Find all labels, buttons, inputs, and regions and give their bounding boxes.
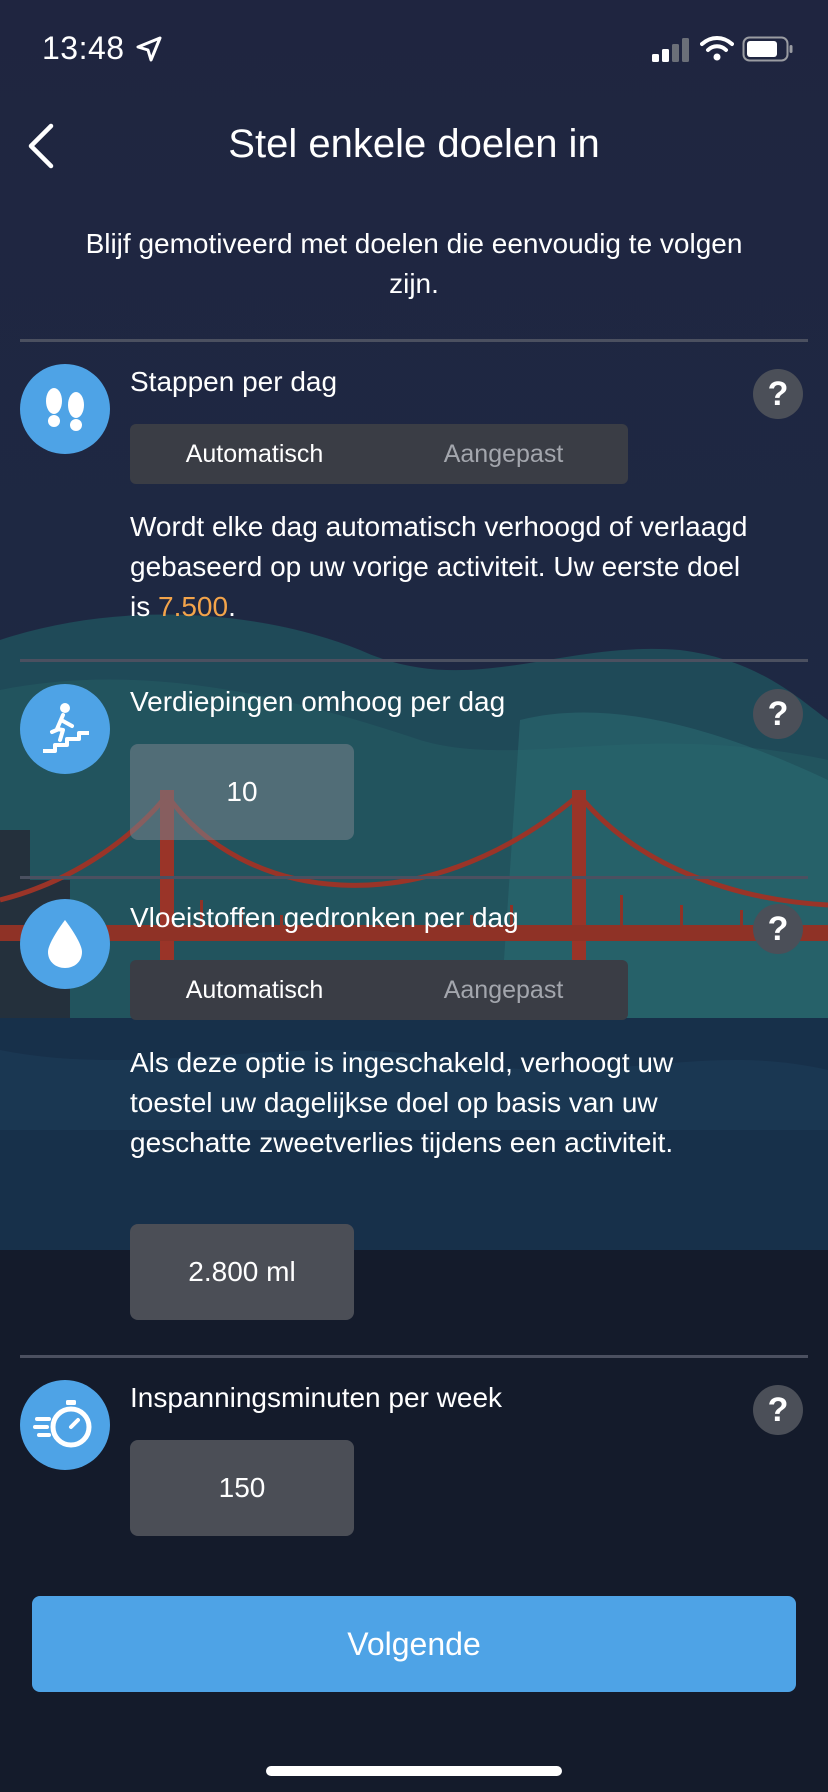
status-time: 13:48 — [42, 30, 125, 66]
wifi-icon — [700, 34, 734, 62]
question-icon: ? — [767, 374, 789, 413]
hydration-value-field[interactable]: 2.800 ml — [130, 1224, 354, 1320]
stopwatch-icon — [20, 1380, 110, 1470]
divider — [20, 339, 808, 342]
steps-help-button[interactable] — [753, 369, 803, 419]
water-drop-icon — [20, 899, 110, 989]
question-icon: ? — [767, 909, 789, 948]
page-subtitle: Blijf gemotiveerd met doelen die eenvoudig te volgen zijn. — [85, 228, 743, 299]
hydration-help-button[interactable] — [753, 904, 803, 954]
steps-description-text: Wordt elke dag automatisch verhoogd of verlaagd gebaseerd op uw vorige activiteit. Uw eerste doel is — [130, 511, 748, 622]
floors-value-field[interactable]: 10 — [130, 744, 354, 840]
floors-help-button[interactable] — [753, 689, 803, 739]
hydration-custom-option[interactable]: Aangepast — [443, 975, 564, 1004]
hydration-automatic-option[interactable]: Automatisch — [185, 975, 324, 1004]
steps-custom-option[interactable]: Aangepast — [443, 439, 564, 468]
steps-goal-title: Stappen per dag — [130, 366, 338, 397]
divider — [20, 659, 808, 662]
question-icon: ? — [767, 1390, 789, 1429]
question-icon: ? — [767, 694, 789, 733]
hydration-goal-description: Als deze optie is ingeschakeld, verhoogt uw toestel uw dagelijkse doel op basis van uw geschatte zweetverlies tijdens een activiteit. — [130, 1047, 674, 1158]
intensity-goal-title: Inspanningsminuten per week — [130, 1382, 503, 1413]
steps-automatic-option[interactable]: Automatisch — [185, 439, 324, 468]
battery-icon — [742, 36, 794, 62]
page-title: Stel enkele doelen in — [228, 122, 600, 166]
floors-goal-title: Verdiepingen omhoog per dag — [130, 686, 506, 717]
hydration-goal-title: Vloeistoffen gedronken per dag — [130, 902, 519, 933]
footprints-icon — [20, 364, 110, 454]
divider — [20, 876, 808, 879]
home-indicator[interactable] — [266, 1766, 562, 1776]
steps-description-suffix: . — [228, 591, 236, 622]
next-button[interactable]: Volgende — [32, 1596, 796, 1692]
stairs-icon — [20, 684, 110, 774]
intensity-value-field[interactable]: 150 — [130, 1440, 354, 1536]
steps-goal-description — [130, 507, 750, 627]
steps-goal-value: 7.500 — [158, 591, 229, 622]
divider — [20, 1355, 808, 1358]
hydration-mode-toggle — [130, 960, 628, 1020]
location-arrow-icon — [134, 34, 164, 64]
intensity-help-button[interactable] — [753, 1385, 803, 1435]
steps-mode-toggle — [130, 424, 628, 484]
signal-icon — [652, 38, 692, 62]
